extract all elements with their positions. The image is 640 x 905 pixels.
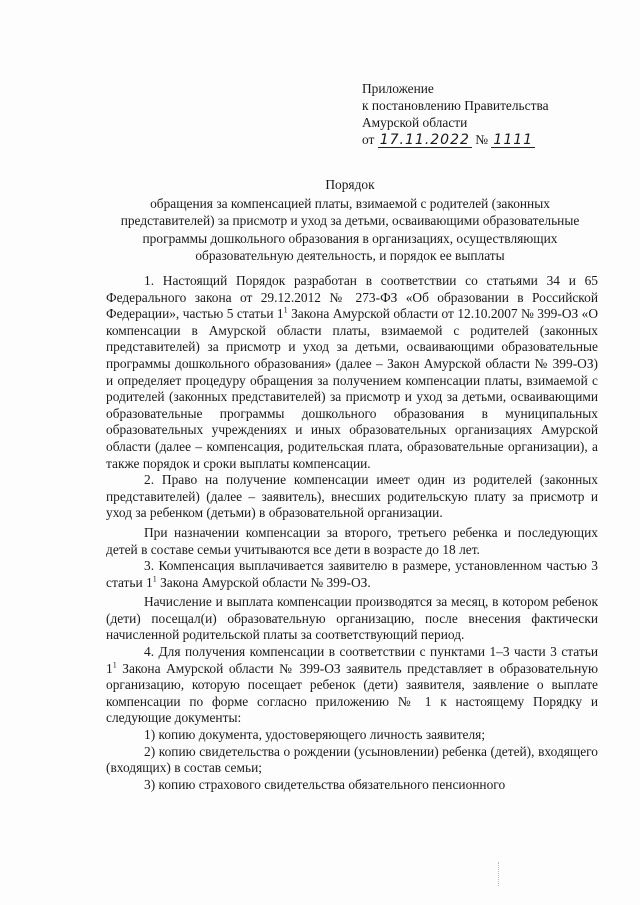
paragraph-2b: При назначении компенсации за второго, третьего ребенка и последующих детей в составе семьи учитываются все дети в возрасте до 18 лет. (106, 524, 598, 557)
superscript: 1 (112, 660, 117, 670)
list-item-1: 1) копию документа, удостоверяющего личность заявителя; (144, 727, 486, 743)
paragraph-4 (106, 644, 598, 727)
paragraph-4-text-b: Закона Амурской области № 399-ОЗ заявитель представляет в образовательную организацию, которую посещает ребенок (дети) заявителя, заявление о выплате компенсации по форме согласно приложению № 1 к настоящему Порядку и следующие документы: (106, 660, 598, 726)
appendix-line-2: к постановлению Правительства (362, 98, 549, 113)
scan-artifact (498, 862, 501, 886)
appendix-line-3: Амурской области (362, 115, 468, 130)
paragraph-3 (106, 558, 598, 591)
paragraph-1-text-a: 1. Настоящий Порядок разработан в соответствии со статьями 34 и 65 Федерального закона от 29.12.2012 № 273-ФЗ «Об образовании в Российской Федерации», частью 5 статьи 1 (106, 273, 598, 322)
appendix-line-1: Приложение (362, 81, 434, 96)
list-item-2: 2) копию свидетельства о рождении (усыновлении) ребенка (детей), входящего (входящих) в состав семьи; (106, 743, 598, 776)
paragraph-3-text-b: Закона Амурской области № 399-ОЗ. (156, 574, 371, 590)
number-sign: № (475, 132, 489, 147)
paragraph-1 (106, 273, 598, 472)
appendix-from-prefix: от (362, 132, 375, 147)
paragraph-3b: Начисление и выплата компенсации производятся за месяц, в котором ребенок (дети) посещал(и) образовательную организацию, после внесения фактически начисленной родительской платы за соответствующий период. (106, 594, 598, 643)
paragraph-3-text-a: 3. Компенсация выплачивается заявителю в размере, установленном частью 3 статьи 1 (106, 558, 598, 590)
appendix-block (362, 80, 549, 148)
handwritten-number: 1111 (493, 132, 534, 148)
title-subtitle: обращения за компенсацией платы, взимаемой с родителей (законных представителей) за присмотр и уход за детьми, осваивающими образовательные программы дошкольного образования в организациях, осуществляющих образовательную деятельность, и порядок ее выплаты (120, 196, 580, 263)
appendix-date-line (362, 131, 549, 148)
document-body (106, 273, 598, 793)
paragraph-1-text-b: Закона Амурской области от 12.10.2007 № 399-ОЗ «О компенсации в Амурской области платы, взимаемой с родителей (законных представителей) за присмотр и уход за детьми, осваивающими образовательные программы дошкольного образования» (далее – Закон Амурской области № 399-ОЗ) и определяет процедуру обращения за получением компенсации платы, взимаемой с родителей (законных представителей) за присмотр и уход за детьми, осваивающими образовательные программы дошкольного образования в муниципальных образовательных учреждениях и иных образовательных организациях Амурской области (далее – компенсация, родительская плата, образовательные организации), а также порядок и сроки выплаты компенсации. (106, 306, 599, 471)
paragraph-2: 2. Право на получение компенсации имеет один из родителей (законных представителей) (далее – заявитель), внесших родительскую плату за присмотр и уход за ребенком (детьми) в образовательной организации. (106, 472, 598, 521)
superscript: 1 (283, 305, 288, 315)
title-heading: Порядок (325, 177, 375, 192)
document-title (110, 176, 590, 264)
list-item-3: 3) копию страхового свидетельства обязательного пенсионного (144, 776, 506, 792)
handwritten-date: 17.11.2022 (379, 132, 470, 148)
paragraph-4-text-a: 4. Для получения компенсации в соответствии с пунктами 1–3 части 3 статьи 1 (106, 644, 598, 676)
superscript: 1 (152, 574, 157, 584)
